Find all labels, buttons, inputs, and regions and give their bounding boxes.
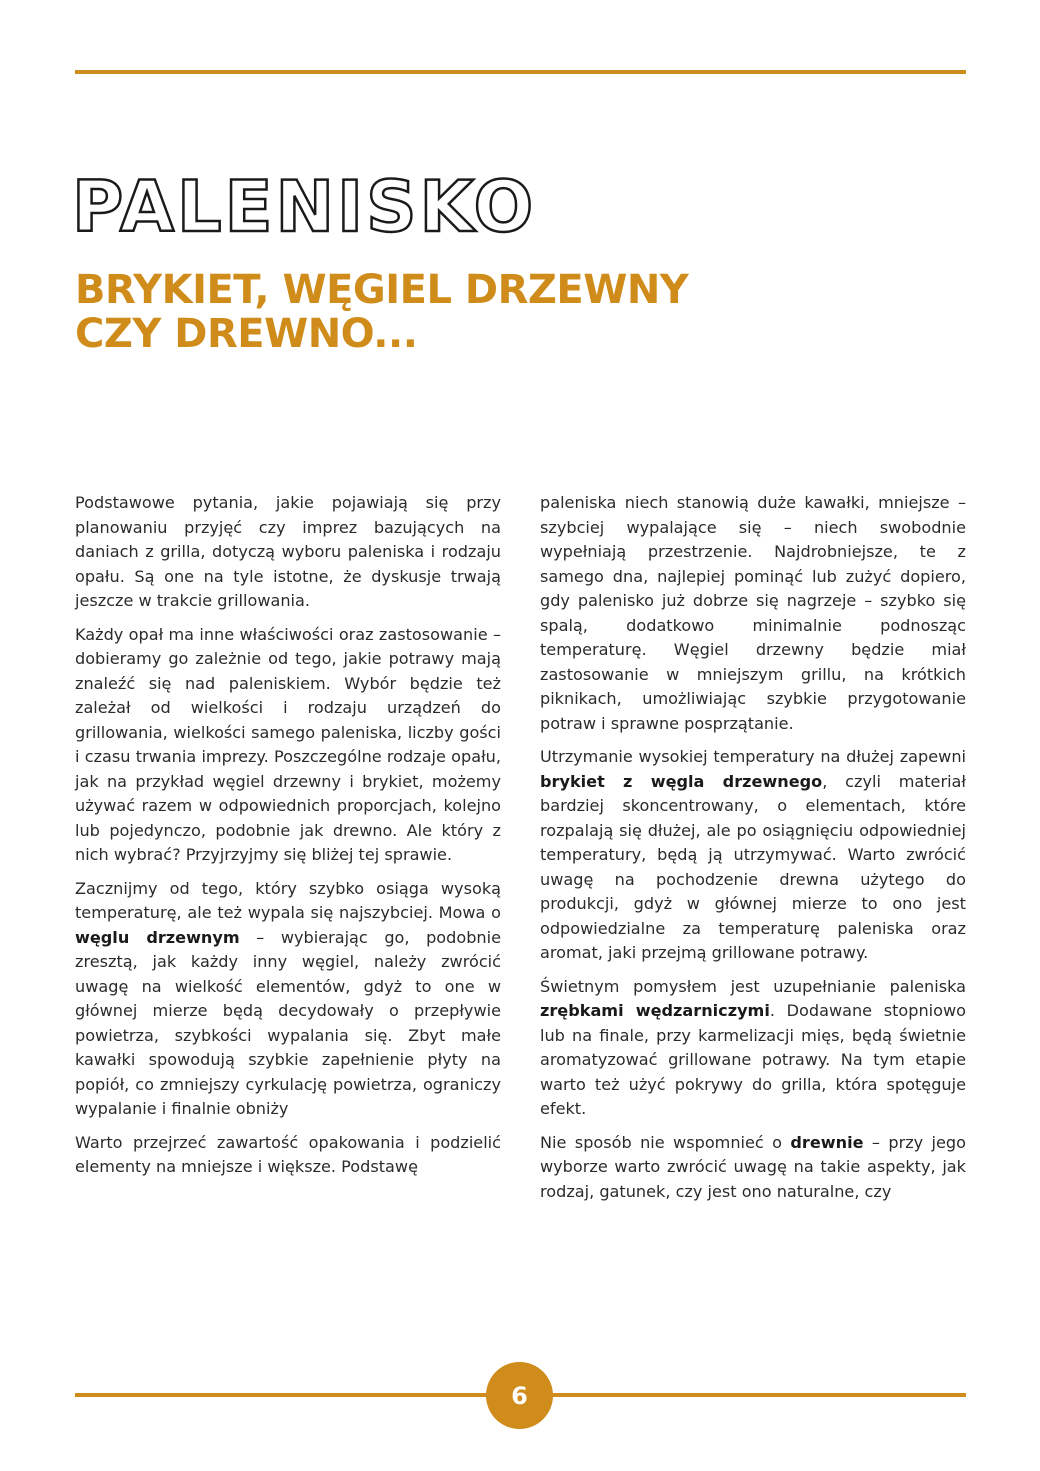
text-run: . Dodawane stopniowo lub na finale, przy karmelizacji mięs, będą świetnie aromatyzować grillowane potrawy. Na tym etapie warto też użyć pokrywy do grilla, która spotęguje efekt. xyxy=(540,1001,966,1118)
paragraph xyxy=(75,877,501,1122)
paragraph xyxy=(540,975,966,1122)
text-run: Zacznijmy od tego, który szybko osiąga wysoką temperaturę, ale też wypala się najszybciej. Mowa o xyxy=(75,878,501,922)
text-run: Utrzymanie wysokiej temperatury na dłużej zapewni xyxy=(540,747,966,766)
paragraph: paleniska niech stanowią duże kawałki, mniejsze – szybciej wypalające się – niech swobodnie wypełniają przestrzenie. Najdrobniejsze, te z samego dna, najlepiej pominąć lub zużyć dopiero, gdy palenisko już dobrze się nagrzeje – szybko się spalą, dodatkowo minimalnie podnosząc temperaturę. Węgiel drzewny będzie miał zastosowanie w mniejszym grillu, na krótkich piknikach, umożliwiając szybkie przygotowanie potraw i sprawne posprzątanie. xyxy=(540,493,966,733)
text-run: Nie sposób nie wspomnieć o xyxy=(540,1132,791,1152)
bold-term: drewnie xyxy=(790,1132,864,1152)
bold-term: brykiet z węgla drzewnego xyxy=(540,771,823,791)
page-number-badge xyxy=(486,1362,553,1429)
top-rule xyxy=(75,70,966,74)
paragraph: Podstawowe pytania, jakie pojawiają się przy planowaniu przyjęć czy imprez bazujących na daniach z grilla, dotyczą wyboru paleniska i rodzaju opału. Są one na tyle istotne, że dyskusje trwają jeszcze w trakcie grillowania. xyxy=(75,493,501,610)
bold-term: zrębkami wędzarniczymi xyxy=(540,1001,770,1020)
page-subtitle xyxy=(75,268,775,356)
text-run: Świetnym pomysłem jest uzupełnianie paleniska xyxy=(540,976,966,996)
text-run: – wybierając go, podobnie zresztą, jak każdy inny węgiel, należy zwrócić uwagę na wielkość elementów, gdyż to one w głównej mierze będą decydowały o przepływie powietrza, szybkości wypalania się. Zbyt małe kawałki spowodują szybkie zapełnienie płyty na popiół, co zmniejszy cyrkulację powietrza, ograniczy wypalanie i finalnie obniży xyxy=(75,927,501,1118)
paragraph xyxy=(540,745,966,966)
bold-term: węglu drzewnym xyxy=(75,927,240,947)
page-number: 6 xyxy=(511,1381,528,1410)
text-run: – przy jego wyborze warto zwrócić uwagę na takie aspekty, jak rodzaj, gatunek, czy jest ono naturalne, czy xyxy=(540,1132,966,1201)
right-column xyxy=(540,491,966,1213)
paragraph: Warto przejrzeć zawartość opakowania i podzielić elementy na mniejsze i większe. Podstawę xyxy=(75,1132,501,1176)
paragraph: Każdy opał ma inne właściwości oraz zastosowanie – dobieramy go zależnie od tego, jakie potrawy mają znaleźć się nad paleniskiem. Wybór będzie też zależał od wielkości i rodzaju urządzeń do grillowania, wielkości samego paleniska, liczby gości i czasu trwania imprezy. Poszczególne rodzaje opału, jak na przykład węgiel drzewny i brykiet, możemy używać razem w odpowiednich proporcjach, kolejno lub pojedynczo, podobnie jak drewno. Ale który z nich wybrać? Przyjrzyjmy się bliżej tej sprawie. xyxy=(75,624,501,864)
text-run: , czyli materiał bardziej skoncentrowany, o elementach, które rozpalają się dłużej, ale po osiągnięciu odpowiedniej temperatury, będą ją utrzymywać. Warto zwrócić uwagę na pochodzenie drewna użytego do produkcji, gdyż w głównej mierze to ono jest odpowiedzialne za temperaturę paleniska oraz aromat, jaki przejmą grillowane potrawy. xyxy=(540,771,966,962)
left-column xyxy=(75,491,501,1189)
paragraph xyxy=(540,1131,966,1205)
page-title: PALENISKO xyxy=(72,166,537,248)
subtitle-line-1: BRYKIET, WĘGIEL DRZEWNY xyxy=(75,267,689,313)
subtitle-line-2: CZY DREWNO... xyxy=(75,311,418,357)
